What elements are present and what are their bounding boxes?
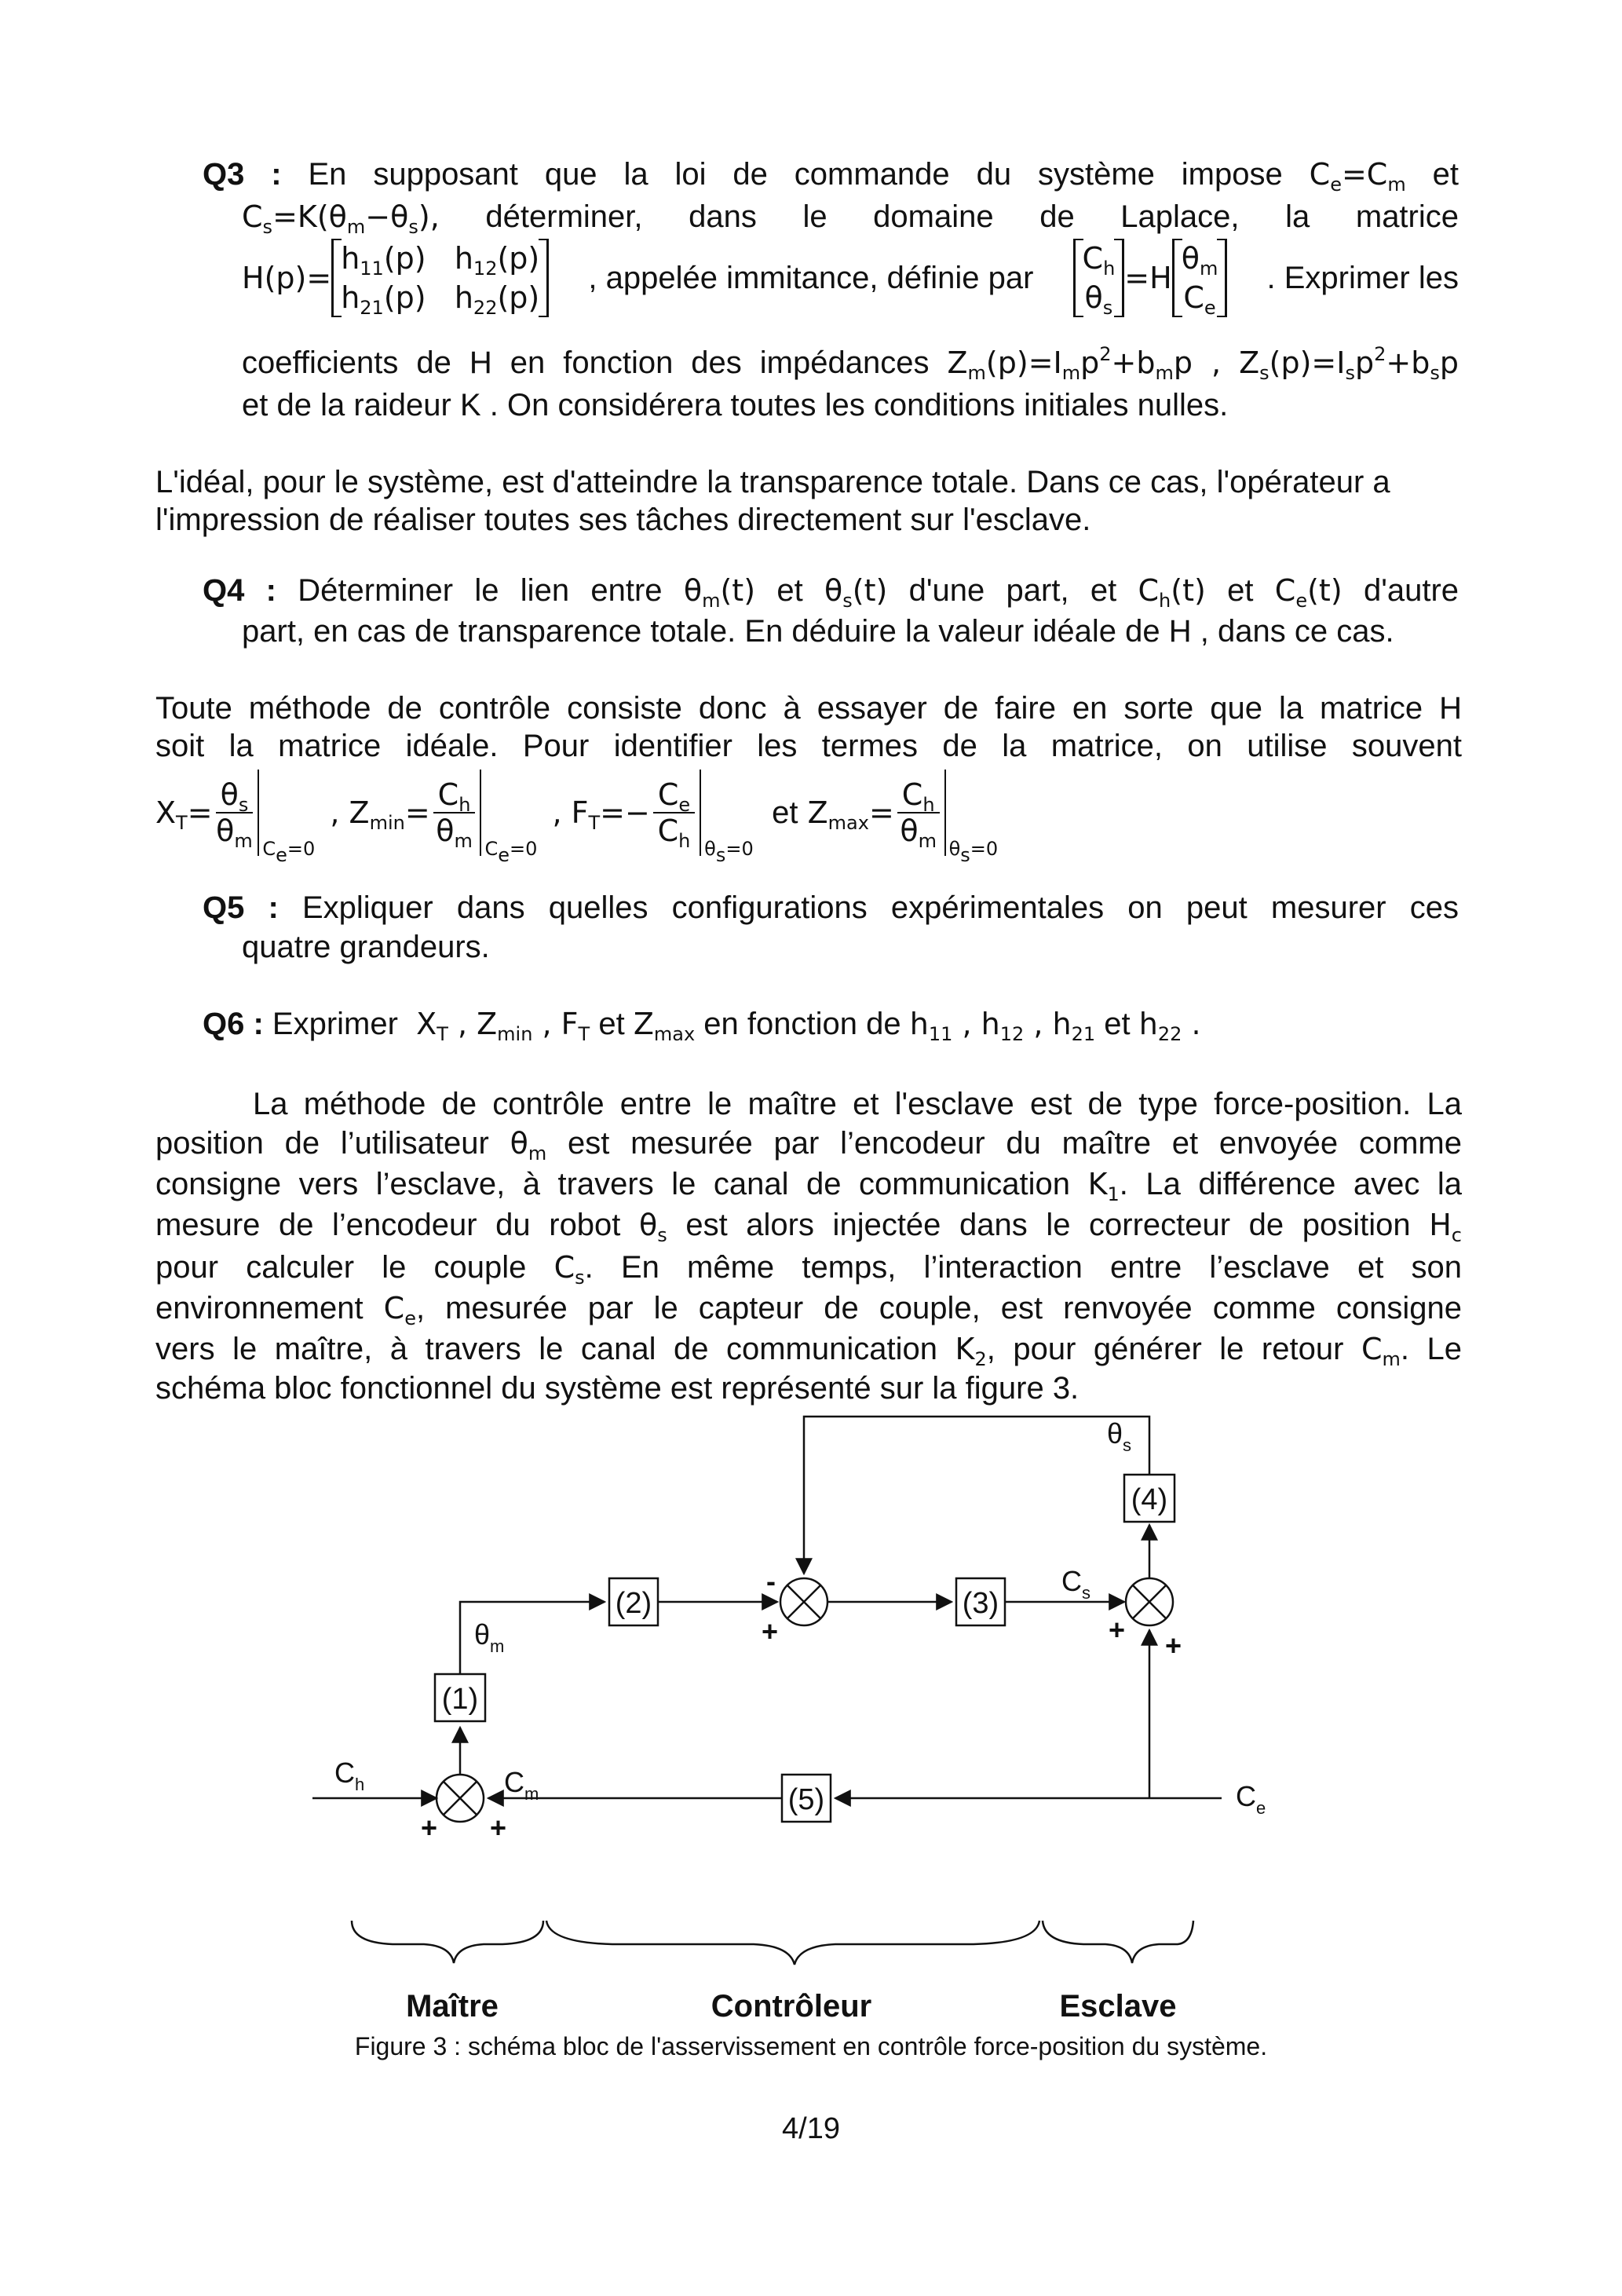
sign-plus-sum2: + (762, 1615, 779, 1647)
formula-immitance-def: $C_h$ $\theta_s$ =H $\theta_m$ $C_e$ (1073, 239, 1228, 317)
q3-text-3: , appelée immitance, définie par (588, 261, 1034, 295)
group-label-controleur: Contrôleur (711, 1989, 872, 2024)
block-2-label: (2) (615, 1587, 652, 1620)
q3-text-1: En supposant que la loi de commande du système impose (308, 157, 1283, 192)
formula-cs: $C_s=K(\theta_m-\theta_s)$, (242, 199, 440, 238)
formula-q6-quantities: $X_T$ , $Z_{min}$ , $F_T$ (407, 1007, 590, 1045)
signal-cm: $C_m$ (504, 1766, 539, 1804)
formula-ch-t: $C_h(t)$ (1138, 573, 1206, 612)
figure-caption: Figure 3 : schéma bloc de l'asservissement en contrôle force-position du système. (354, 2032, 1268, 2060)
formula-zmax: $Z_{max}=$ (807, 795, 894, 834)
q4-line-2: part, en cas de transparence totale. En déduire la valeur idéale de H , dans ce cas. (242, 614, 1394, 649)
control-text-7b: , pour générer le retour (986, 1332, 1344, 1366)
formula-theta-m: $\theta_m$ (510, 1126, 547, 1164)
sign-plus-sum3-left: + (1109, 1614, 1126, 1646)
brace-maitre (352, 1921, 543, 1963)
control-text-3a: consigne vers l’esclave, à travers le canal de communication (155, 1167, 1071, 1201)
formula-cm-short: $C_m$ (1361, 1332, 1401, 1370)
control-text-6b: , mesurée par le capteur de couple, est renvoyée comme consigne (415, 1291, 1462, 1325)
signal-cs: $C_s$ (1061, 1565, 1090, 1603)
signal-theta-m: $\theta_m$ (474, 1618, 505, 1656)
q3-text-5: coefficients de H en fonction des impédances (242, 345, 930, 380)
formula-theta-s: $\theta_s$ (639, 1208, 667, 1246)
formula-hc: $H_c$ (1429, 1208, 1462, 1246)
formula-zm: $Z_m(p)=I_mp^2+b_mp$ , (947, 343, 1222, 384)
control-text-4a: mesure de l’encodeur du robot (155, 1208, 621, 1242)
control-text-3b: . La différence avec la (1119, 1167, 1462, 1201)
methode-line-2: soit la matrice idéale. Pour identifier les termes de la matrice, on utilise souvent (155, 729, 1462, 763)
control-text-5b: . En même temps, l’interaction entre l’esclave et son (584, 1250, 1462, 1285)
formula-ce-short: $C_e$ (383, 1291, 416, 1329)
sign-plus-sum3-bottom: + (1165, 1629, 1182, 1662)
and-1: et (772, 795, 798, 830)
formula-q6-h: $h_{11}$ , $h_{12}$ , $h_{21}$ (909, 1007, 1096, 1045)
ideal-line-2: l'impression de réaliser toutes ses tâches directement sur l'esclave. (155, 503, 1091, 537)
q6-and-1: et (598, 1007, 625, 1041)
q4-label: Q4 : (203, 573, 276, 608)
q4-text-d: et (1227, 573, 1254, 608)
group-label-maitre: Maître (406, 1989, 499, 2024)
q3-text-et: et (1432, 157, 1459, 192)
methode-line-1: Toute méthode de contrôle consiste donc à essayer de faire en sorte que la matrice H (155, 691, 1462, 726)
formula-k2: $K_2$ (955, 1332, 987, 1370)
block-5-label: (5) (787, 1783, 825, 1816)
formula-theta-s-t: $\theta_s(t)$ (824, 573, 888, 612)
q3-line-5: et de la raideur K . On considérera toutes les conditions initiales nulles. (242, 388, 1229, 422)
formula-ft: $F_T=-$ (571, 795, 650, 834)
formula-q6-zmax: $Z_{max}$ (633, 1007, 696, 1045)
q4-text-c: d'une part, et (908, 573, 1117, 608)
q6-label: Q6 : (203, 1007, 264, 1041)
q6-text-b: en fonction de (703, 1007, 901, 1041)
control-text-2a: position de l’utilisateur (155, 1126, 489, 1161)
page-number: 4/19 (782, 2112, 840, 2145)
formula-zmin: $Z_{min}=$ (349, 795, 430, 834)
sign-minus-sum2: - (766, 1565, 776, 1597)
q6-and-2: et (1104, 1007, 1131, 1041)
wire-feedback-theta-s (804, 1417, 1149, 1574)
control-text-7c: . Le (1400, 1332, 1463, 1366)
sep-1: , (330, 795, 340, 830)
formula-zs: $Z_s(p)=I_sp^2+b_sp$ (1239, 343, 1459, 384)
q3-label: Q3 : (203, 157, 282, 192)
q5-line-2: quatre grandeurs. (242, 930, 490, 964)
q3-text-4: . Exprimer les (1266, 261, 1459, 295)
control-text-6a: environnement (155, 1291, 363, 1325)
formula-k1: $K_1$ (1087, 1167, 1120, 1205)
signal-ce: $C_e$ (1236, 1780, 1266, 1818)
q6-text-a: Exprimer (272, 1007, 398, 1041)
formula-h-matrix: H(p)= $h_{11}(p)$ $h_{12}(p)$ $h_{21}(p)$ $h_{22}(p)$ (242, 239, 549, 317)
sign-plus-ch: + (421, 1812, 438, 1844)
sep-2: , (552, 795, 562, 830)
formula-cs-short: $C_s$ (553, 1250, 585, 1289)
formula-ce-eq-cm: $C_e=C_m$ (1309, 157, 1406, 196)
control-line-1: La méthode de contrôle entre le maître et l'esclave est de type force-position. La (253, 1087, 1462, 1121)
q5-text-1: Expliquer dans quelles configurations expérimentales on peut mesurer ces (301, 890, 1459, 925)
brace-controleur (546, 1921, 1039, 1965)
q5-label: Q5 : (203, 890, 279, 925)
block-1-label: (1) (441, 1683, 479, 1716)
ideal-line-1: L'idéal, pour le système, est d'atteindre la transparence totale. Dans ce cas, l'opérateur a (155, 465, 1390, 499)
sign-plus-cm: + (490, 1812, 507, 1844)
control-text-2b: est mesurée par l’encodeur du maître et envoyée comme (568, 1126, 1462, 1161)
q4-text-b: et (776, 573, 803, 608)
q4-text-a: Déterminer le lien entre (298, 573, 663, 608)
formula-ce-t: $C_e(t)$ (1274, 573, 1343, 612)
formula-theta-m-t: $\theta_m(t)$ (683, 573, 756, 612)
control-text-4b: est alors injectée dans le correcteur de position (685, 1208, 1411, 1242)
control-text-5a: pour calculer le couple (155, 1250, 527, 1285)
q4-text-e: d'autre (1363, 573, 1459, 608)
control-line-8: schéma bloc fonctionnel du système est représenté sur la figure 3. (155, 1371, 1080, 1406)
control-text-7a: vers le maître, à travers le canal de communication (155, 1332, 937, 1366)
signal-ch: $C_h$ (334, 1757, 365, 1794)
q3-text-2: déterminer, dans le domaine de Laplace, la matrice (485, 199, 1459, 234)
block-3-label: (3) (962, 1587, 999, 1620)
block-4-label: (4) (1131, 1483, 1168, 1516)
formula-q6-h22: $h_{22}$ . (1138, 1007, 1201, 1045)
group-label-esclave: Esclave (1059, 1989, 1177, 2024)
brace-esclave (1043, 1921, 1193, 1963)
formula-quantities: $X_T=$ $\frac{\theta_s}{\theta_m}$ $C_e=0$ , $Z_{min}=$ $\frac{C_h}{\theta_m}$ $C_e=0$ , $F_T=-$ $\frac{C_e}{C_h}$ $\theta_s=0$ et $Z_{max}=$ $\frac{C_h}{\theta_m}$ $\theta_s=0$ (155, 770, 1462, 856)
signal-theta-s: $\theta_s$ (1107, 1417, 1132, 1455)
formula-xt: $X_T=$ (155, 795, 213, 834)
